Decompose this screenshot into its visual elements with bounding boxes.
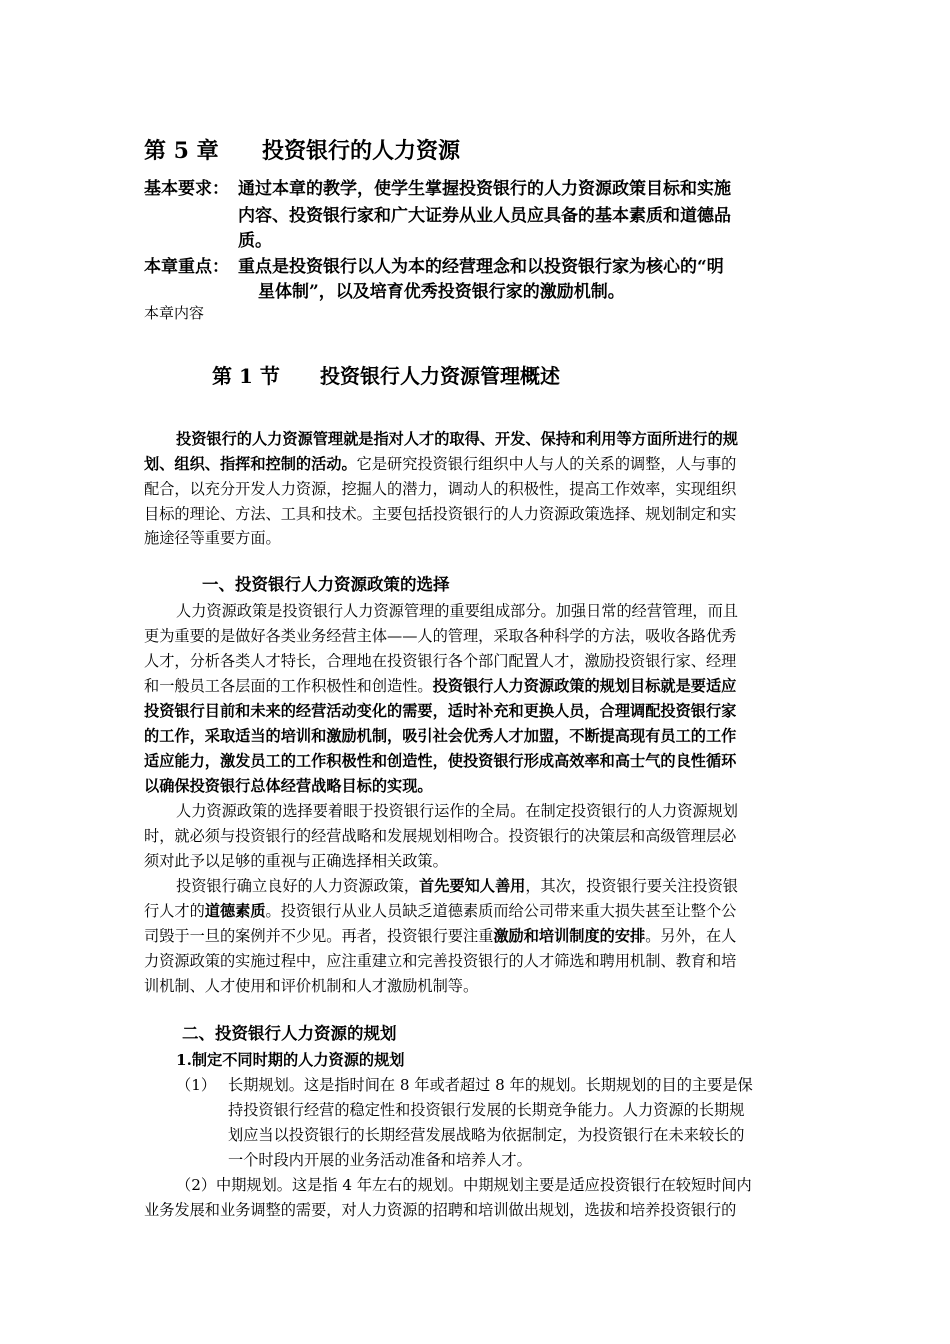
paragraph-bold-text: 投资银行人力资源政策的规划目标就是要适应 (432, 677, 737, 695)
requirements-line: 质。 (238, 231, 272, 251)
paragraph-bold-text: 道德素质 (204, 902, 266, 920)
list-item-line: 长期规划。这是指时间在 8 年或者超过 8 年的规划。长期规划的目的主要是保 (228, 1076, 753, 1094)
paragraph-text: 它是研究投资银行组织中人与人的关系的调整，人与事的 (356, 455, 737, 473)
section-number: 第 1 节 (212, 364, 280, 388)
paragraph-line: 人力资源政策是投资银行人力资源管理的重要组成部分。加强日常的经营管理，而且 (176, 602, 738, 620)
paragraph-text: 。投资银行从业人员缺乏道德素质而给公司带来重大损失甚至让整个公 (265, 902, 737, 920)
paragraph-line: 力资源政策的实施过程中，应注重建立和完善投资银行的人才筛选和聘用机制、教育和培 (144, 952, 737, 970)
paragraph-line: 投资银行的人力资源管理就是指对人才的取得、开发、保持和利用等方面所进行的规 (176, 430, 738, 448)
paragraph-bold-text: 激励和培训制度的安排 (493, 927, 646, 945)
requirements-line: 通过本章的教学，使学生掌握投资银行的人力资源政策目标和实施 (238, 179, 731, 199)
paragraph-line: 训机制、人才使用和评价机制和人才激励机制等。 (144, 977, 479, 995)
chapter-title-text: 投资银行的人力资源 (262, 138, 461, 164)
paragraph-line: 的工作，采取适当的培训和激励机制，吸引社会优秀人才加盟，不断提高现有员工的工作 (144, 727, 737, 745)
key-points-label: 本章重点： (144, 257, 229, 277)
list-item-line: 一个时段内开展的业务活动准备和培养人才。 (228, 1151, 532, 1169)
paragraph-line: 目标的理论、方法、工具和技术。主要包括投资银行的人力资源政策选择、规划制定和实 (144, 505, 737, 523)
paragraph-text: 投资银行确立良好的人力资源政策， (176, 877, 419, 895)
chapter-title (144, 136, 460, 166)
part2-heading: 二、投资银行人力资源的规划 (182, 1024, 397, 1043)
paragraph-line: 须对此予以足够的重视与正确选择相关政策。 (144, 852, 448, 870)
paragraph-text: 。另外，在人 (645, 927, 737, 945)
part1-heading: 一、投资银行人力资源政策的选择 (202, 575, 450, 594)
chapter-contents-label: 本章内容 (144, 304, 205, 322)
list-item-line: 业务发展和业务调整的需要，对人力资源的招聘和培训做出规划，选拔和培养投资银行的 (144, 1201, 737, 1219)
part2-subheading: 1.制定不同时期的人力资源的规划 (176, 1051, 405, 1069)
section-title-text: 投资银行人力资源管理概述 (320, 364, 560, 388)
chapter-number: 第 5 章 (144, 138, 219, 164)
paragraph-text: 和一般员工各层面的工作积极性和创造性。 (144, 677, 433, 695)
paragraph-line: 人才，分析各类人才特长，合理地在投资银行各个部门配置人才，激励投资银行家、经理 (144, 652, 737, 670)
list-item-line: 持投资银行经营的稳定性和投资银行发展的长期竞争能力。人力资源的长期规 (228, 1101, 745, 1119)
list-item-line: （2）中期规划。这是指 4 年左右的规划。中期规划主要是适应投资银行在较短时间内 (176, 1176, 752, 1194)
section-title (212, 361, 560, 391)
paragraph-text: 司毁于一旦的案例并不少见。再者，投资银行要注重 (144, 927, 494, 945)
paragraph-bold-text: 首先要知人善用 (419, 877, 526, 895)
paragraph-line: 更为重要的是做好各类业务经营主体——人的管理，采取各种科学的方法，吸收各路优秀 (144, 627, 737, 645)
key-points-line: 星体制”，以及培育优秀投资银行家的激励机制。 (258, 282, 625, 302)
paragraph-line: 适应能力，激发员工的工作积极性和创造性，使投资银行形成高效率和高士气的良性循环 (144, 752, 737, 770)
paragraph-text: ，其次，投资银行要关注投资银 (525, 877, 738, 895)
paragraph-line: 以确保投资银行总体经营战略目标的实现。 (144, 777, 433, 795)
paragraph-line: 人力资源政策的选择要着眼于投资银行运作的全局。在制定投资银行的人力资源规划 (176, 802, 738, 820)
paragraph-bold-text: 划、组织、指挥和控制的活动。 (144, 455, 357, 473)
paragraph-text: 行人才的 (144, 902, 205, 920)
requirements-line: 内容、投资银行家和广大证券从业人员应具备的基本素质和道德品 (238, 206, 731, 226)
paragraph-line: 投资银行目前和未来的经营活动变化的需要，适时补充和更换人员，合理调配投资银行家 (144, 702, 737, 720)
paragraph-line: 施途径等重要方面。 (144, 529, 281, 547)
requirements-label: 基本要求： (144, 179, 229, 199)
list-marker: （1） (176, 1076, 217, 1094)
paragraph-line: 配合，以充分开发人力资源，挖掘人的潜力，调动人的积极性，提高工作效率，实现组织 (144, 480, 737, 498)
paragraph-line: 时，就必须与投资银行的经营战略和发展规划相吻合。投资银行的决策层和高级管理层必 (144, 827, 737, 845)
list-item-line: 划应当以投资银行的长期经营发展战略为依据制定，为投资银行在未来较长的 (228, 1126, 745, 1144)
key-points-line: 重点是投资银行以人为本的经营理念和以投资银行家为核心的“明 (238, 257, 724, 277)
